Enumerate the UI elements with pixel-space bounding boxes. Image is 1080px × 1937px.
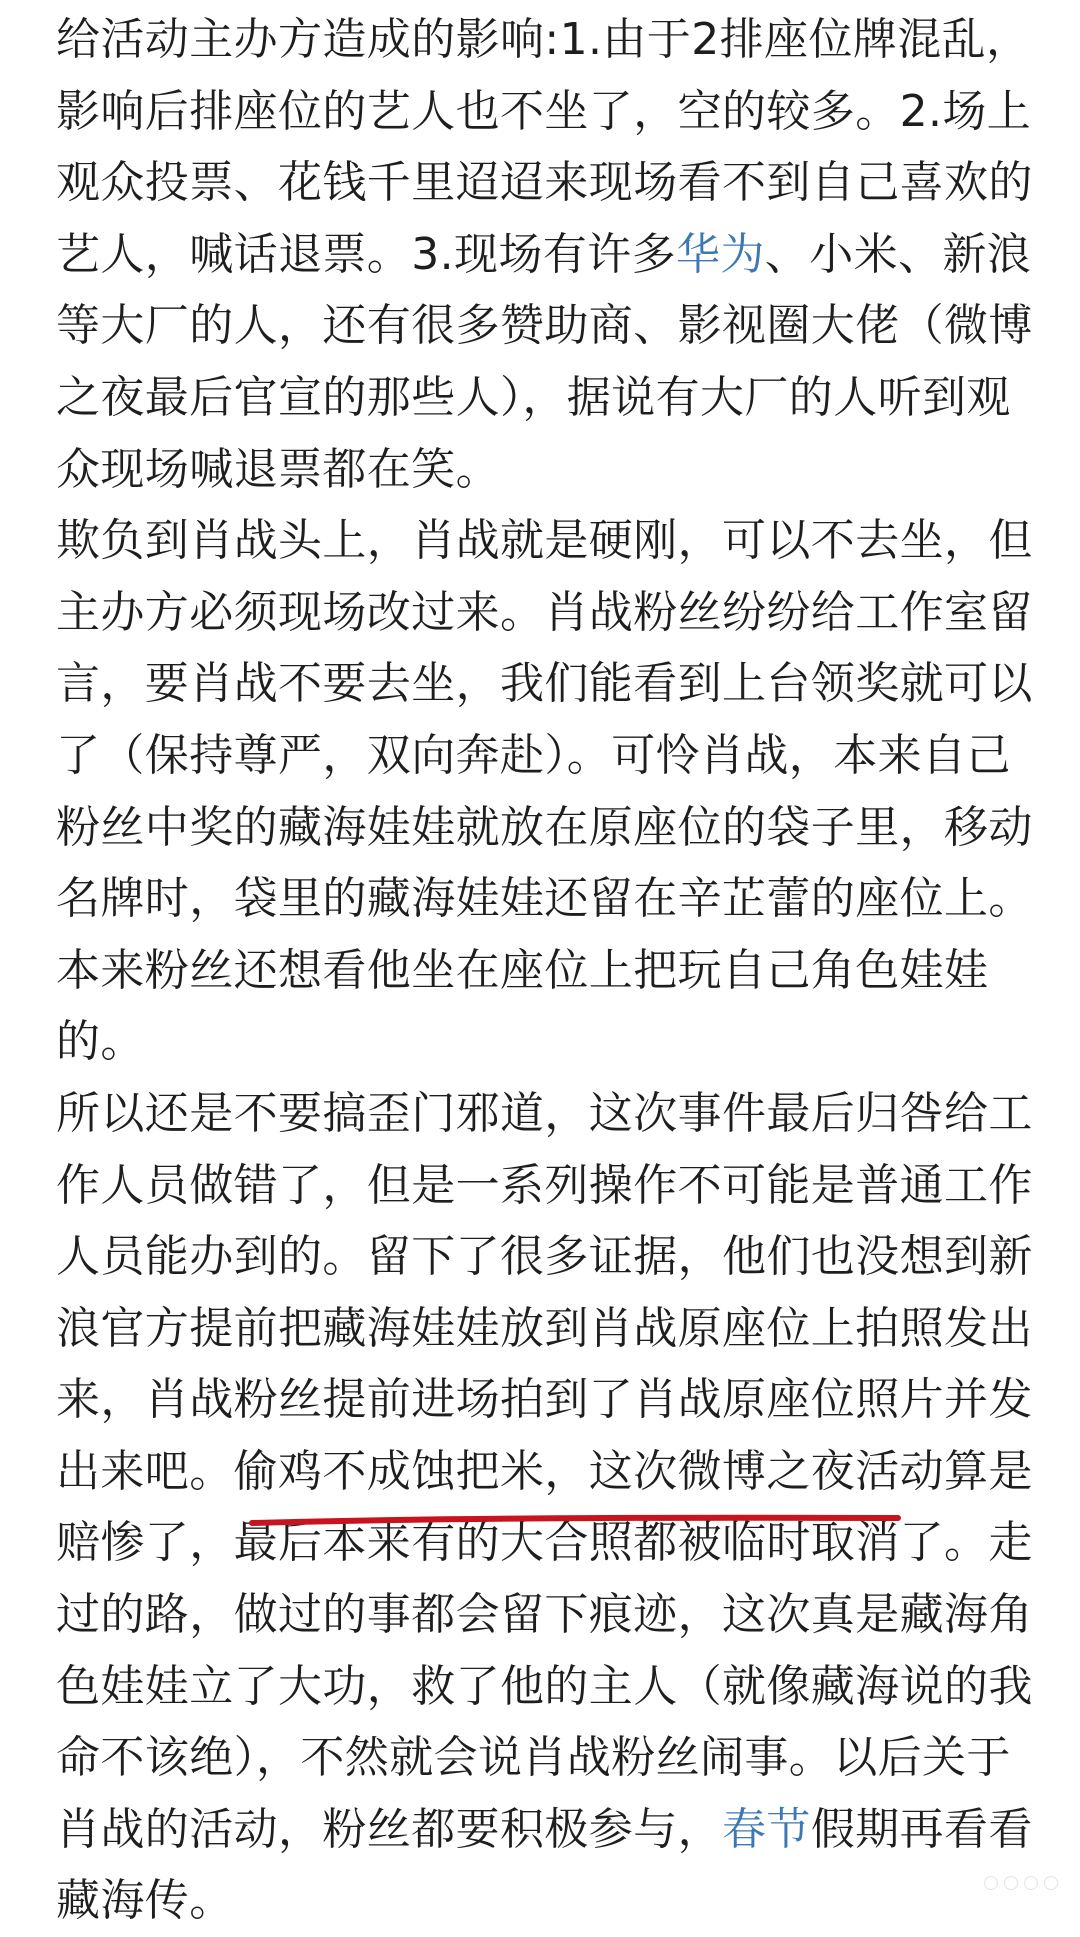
text-line: 来，肖战粉丝提前进场拍到了肖战原座位照片并发 bbox=[56, 1374, 1033, 1426]
text-line: 粉丝中奖的藏海娃娃就放在原座位的袋子里，移动 bbox=[56, 801, 1033, 853]
text-line: 浪官方提前把藏海娃娃放到肖战原座位上拍照发出 bbox=[56, 1302, 1033, 1354]
text-line: 的。 bbox=[56, 1016, 145, 1068]
watermark-dot bbox=[984, 1876, 998, 1890]
text-line: 过的路，做过的事都会留下痕迹，这次真是藏海角 bbox=[56, 1589, 1033, 1641]
text-line: 命不该绝），不然就会说肖战粉丝闹事。以后关于 bbox=[56, 1732, 1011, 1784]
text-line: 本来粉丝还想看他坐在座位上把玩自己角色娃娃 bbox=[56, 944, 989, 996]
text-line: 所以还是不要搞歪门邪道，这次事件最后归咎给工 bbox=[56, 1087, 1033, 1139]
watermark bbox=[984, 1876, 1058, 1890]
text-line: 众现场喊退票都在笑。 bbox=[56, 443, 500, 495]
text-line: 赔惨了，最后本来有的大合照都被临时取消了。走 bbox=[56, 1517, 1033, 1569]
watermark-dot bbox=[1024, 1876, 1038, 1890]
text-line: 肖战的活动，粉丝都要积极参与，春节假期再看看 bbox=[56, 1803, 1033, 1855]
topic-link-spring-festival[interactable]: 春节 bbox=[722, 1803, 811, 1855]
text-line: 艺人，喊话退票。3.现场有许多华为、小米、新浪 bbox=[56, 228, 1032, 280]
text-line: 主办方必须现场改过来。肖战粉丝纷纷给工作室留 bbox=[56, 586, 1033, 638]
text-line: 给活动主办方造成的影响:1.由于2排座位牌混乱， bbox=[56, 14, 1031, 65]
text-line: 之夜最后官宣的那些人），据说有大厂的人听到观 bbox=[56, 371, 1011, 423]
text-line: 出来吧。偷鸡不成蚀把米，这次微博之夜活动算是 bbox=[56, 1445, 1033, 1497]
watermark-dot bbox=[1044, 1876, 1058, 1890]
post-body bbox=[56, 4, 1033, 1937]
text-line: 名牌时，袋里的藏海娃娃还留在辛芷蕾的座位上。 bbox=[56, 873, 1033, 925]
text-line: 观众投票、花钱千里迢迢来现场看不到自己喜欢的 bbox=[56, 157, 1033, 209]
topic-link-huawei[interactable]: 华为 bbox=[675, 228, 765, 280]
text-line: 影响后排座位的艺人也不坐了，空的较多。2.场上 bbox=[56, 85, 1032, 137]
text-line: 作人员做错了，但是一系列操作不可能是普通工作 bbox=[56, 1159, 1033, 1211]
text-line: 了（保持尊严，双向奔赴）。可怜肖战，本来自己 bbox=[56, 729, 1011, 781]
watermark-dot bbox=[1004, 1876, 1018, 1890]
text-line: 色娃娃立了大功，救了他的主人（就像藏海说的我 bbox=[56, 1660, 1033, 1712]
text-line: 藏海传。 bbox=[56, 1875, 234, 1927]
text-line: 等大厂的人，还有很多赞助商、影视圈大佬（微博 bbox=[56, 300, 1033, 352]
text-line: 人员能办到的。留下了很多证据，他们也没想到新 bbox=[56, 1231, 1033, 1283]
text-line: 言，要肖战不要去坐，我们能看到上台领奖就可以 bbox=[56, 658, 1033, 710]
red-underline-annotation bbox=[250, 1512, 900, 1532]
text-line: 欺负到肖战头上，肖战就是硬刚，可以不去坐，但 bbox=[56, 515, 1033, 567]
